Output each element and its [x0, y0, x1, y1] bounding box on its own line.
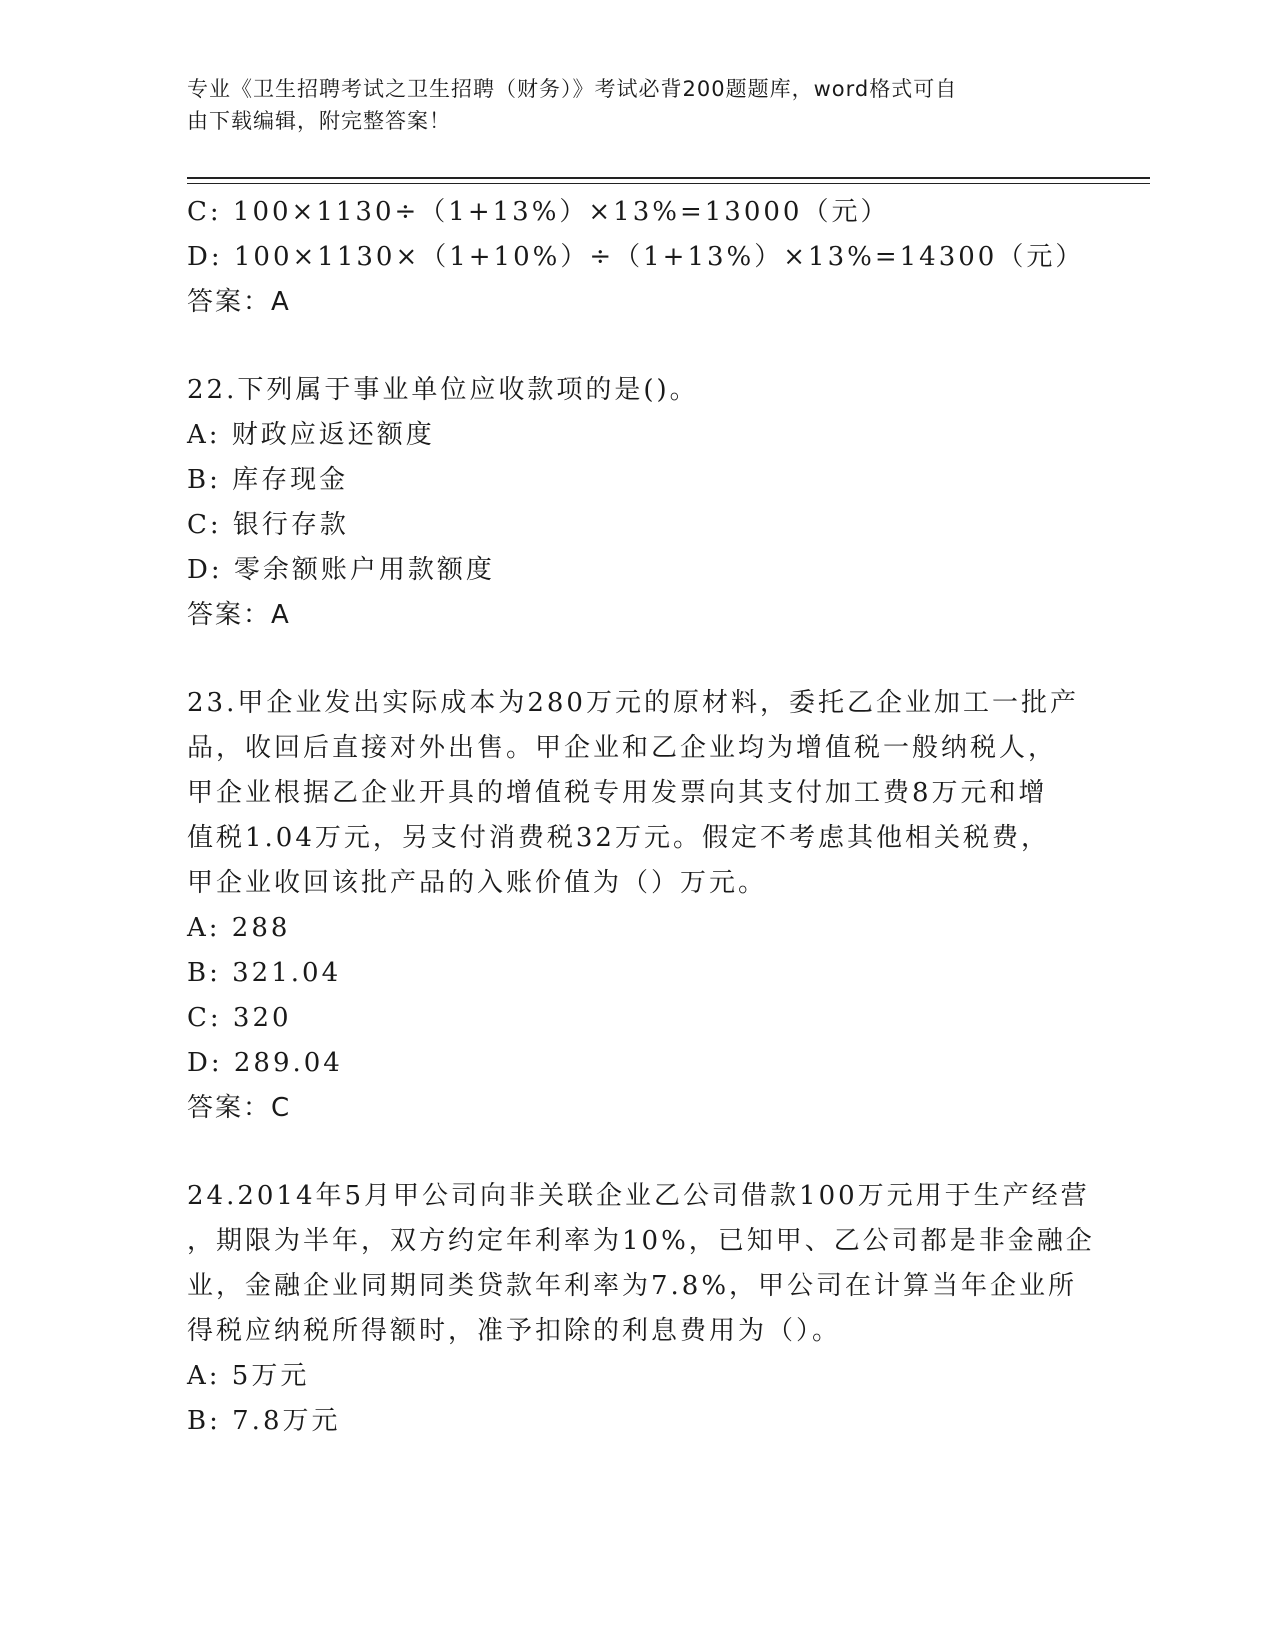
answer-text: 答案：A [187, 600, 291, 630]
header-line-2: 由下载编辑，附完整答案！ [187, 109, 451, 133]
option-d: D: 零余额账户用款额度 [187, 555, 495, 585]
option-b: B: 库存现金 [187, 465, 349, 495]
question-21-tail [187, 190, 1087, 325]
question-stem-line: 得税应纳税所得额时，准予扣除的利息费用为（）。 [187, 1316, 842, 1346]
answer-text: 答案：C [187, 1093, 292, 1123]
question-stem-line: 23.甲企业发出实际成本为280万元的原材料，委托乙企业加工一批产 [187, 688, 1079, 718]
option-a: A: 财政应返还额度 [187, 420, 435, 450]
option-a: A: 5万元 [187, 1361, 310, 1391]
question-list [187, 190, 1095, 1444]
option-b: B: 321.04 [187, 958, 342, 988]
header-line-1: 专业《卫生招聘考试之卫生招聘（财务）》考试必背200题题库，word格式可自 [187, 77, 958, 101]
header-divider-thick [187, 177, 1150, 179]
question-stem-line: 值税1.04万元，另支付消费税32万元。假定不考虑其他相关税费， [187, 823, 1050, 853]
question-stem: 22.下列属于事业单位应收款项的是()。 [187, 375, 699, 405]
document-header [187, 73, 1067, 137]
question-22 [187, 368, 1087, 638]
option-c: C: 320 [187, 1003, 292, 1033]
question-24 [187, 1174, 1095, 1444]
header-divider-thin [187, 183, 1150, 184]
question-23 [187, 681, 1087, 1131]
option-a: A: 288 [187, 913, 291, 943]
answer-text: 答案：A [187, 287, 291, 317]
option-d: D: 100×1130×（1+10%）÷（1+13%）×13%=14300（元） [187, 242, 1085, 272]
spacer [187, 638, 1087, 681]
question-stem-line: 业，金融企业同期同类贷款年利率为7.8%，甲公司在计算当年企业所 [187, 1271, 1078, 1301]
question-stem-line: ，期限为半年，双方约定年利率为10%，已知甲、乙公司都是非金融企 [187, 1226, 1095, 1256]
option-c: C: 银行存款 [187, 510, 349, 540]
question-stem-line: 品，收回后直接对外出售。甲企业和乙企业均为增值税一般纳税人， [187, 733, 1058, 763]
option-b: B: 7.8万元 [187, 1406, 341, 1436]
question-stem-line: 甲企业收回该批产品的入账价值为（）万元。 [187, 868, 768, 898]
question-stem-line: 甲企业根据乙企业开具的增值税专用发票向其支付加工费8万元和增 [187, 778, 1048, 808]
option-d: D: 289.04 [187, 1048, 343, 1078]
spacer [187, 325, 1087, 368]
question-stem-line: 24.2014年5月甲公司向非关联企业乙公司借款100万元用于生产经营 [187, 1181, 1090, 1211]
option-c: C: 100×1130÷（1+13%）×13%=13000（元） [187, 197, 890, 227]
spacer [187, 1131, 1087, 1174]
